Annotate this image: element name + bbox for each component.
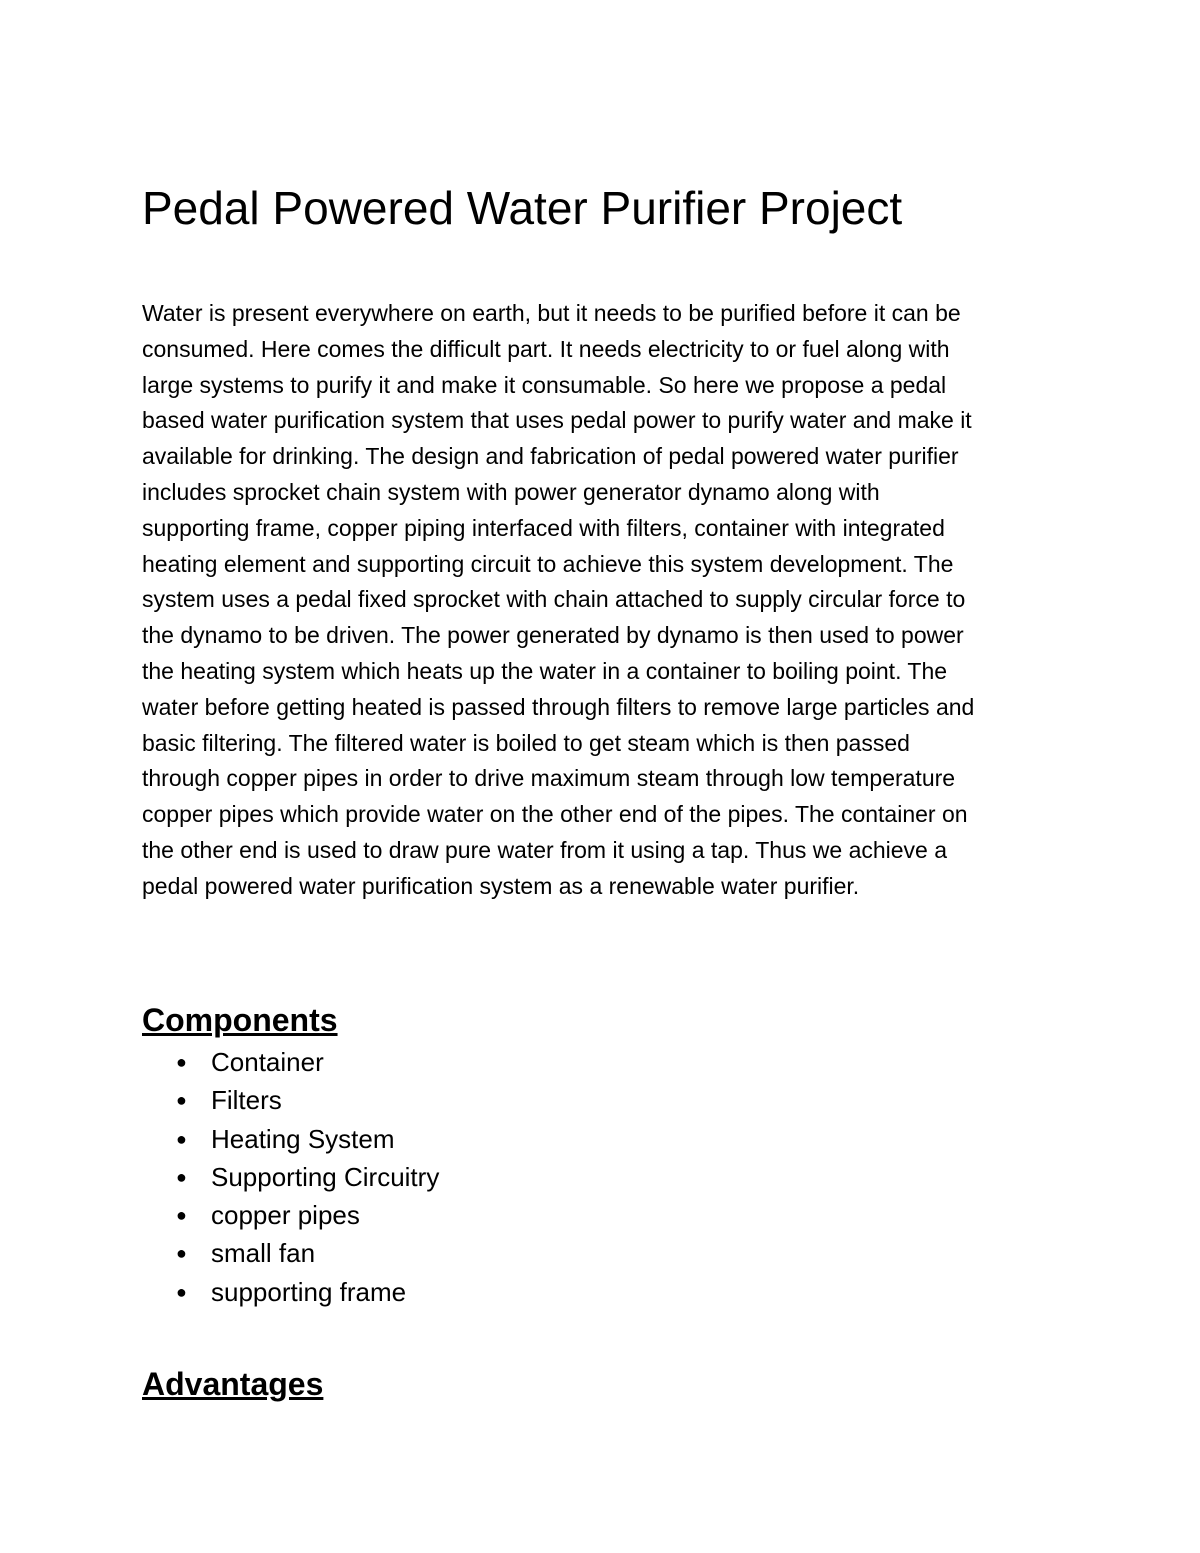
bullet-icon: ●	[176, 1128, 187, 1149]
paragraph-line: system uses a pedal fixed sprocket with chain attached to supply circular force to	[142, 586, 966, 613]
paragraph-line: the heating system which heats up the water in a container to boiling point. The	[142, 657, 948, 684]
paragraph-line: basic filtering. The filtered water is boiled to get steam which is then passed	[142, 729, 910, 756]
component-label: Supporting Circuitry	[211, 1161, 440, 1192]
paragraph-line: through copper pipes in order to drive maximum steam through low temperature	[142, 765, 956, 792]
components-list	[142, 1043, 439, 1311]
paragraph-line: the other end is used to draw pure water from it using a tap. Thus we achieve a	[142, 836, 948, 863]
component-label: small fan	[211, 1238, 316, 1269]
bullet-icon: ●	[176, 1205, 187, 1226]
paragraph-line: includes sprocket chain system with power generator dynamo along with	[142, 478, 880, 505]
component-label: Filters	[211, 1085, 282, 1116]
paragraph-line: the dynamo to be driven. The power generated by dynamo is then used to power	[142, 622, 964, 649]
component-label: Heating System	[211, 1123, 395, 1154]
paragraph-line: copper pipes which provide water on the other end of the pipes. The container on	[142, 801, 968, 828]
bullet-icon: ●	[176, 1243, 187, 1264]
paragraph-line: based water purification system that uses pedal power to purify water and make it	[142, 407, 972, 434]
paragraph-line: pedal powered water purification system as a renewable water purifier.	[142, 872, 860, 899]
list-item	[142, 1196, 439, 1234]
paragraph-line: consumed. Here comes the difficult part. It needs electricity to or fuel along with	[142, 335, 950, 362]
page-title: Pedal Powered Water Purifier Project	[142, 182, 903, 234]
bullet-icon: ●	[176, 1166, 187, 1187]
paragraph-line: water before getting heated is passed through filters to remove large particles and	[142, 693, 975, 720]
intro-paragraph	[142, 296, 974, 905]
list-item	[142, 1273, 439, 1311]
bullet-icon: ●	[176, 1281, 187, 1302]
component-label: Container	[211, 1047, 324, 1077]
paragraph-line: heating element and supporting circuit to achieve this system development. The	[142, 550, 954, 577]
paragraph-line: Water is present everywhere on earth, but it needs to be purified before it can be	[142, 300, 961, 326]
list-item	[142, 1234, 439, 1272]
list-item	[142, 1158, 439, 1196]
list-item	[142, 1120, 439, 1158]
component-label: copper pipes	[211, 1200, 360, 1231]
list-item	[142, 1081, 439, 1119]
advantages-heading: Advantages	[142, 1366, 324, 1402]
components-heading: Components	[142, 1002, 338, 1038]
paragraph-line: large systems to purify it and make it consumable. So here we propose a pedal	[142, 371, 947, 398]
list-item	[142, 1043, 439, 1081]
bullet-icon: ●	[176, 1090, 187, 1111]
bullet-icon: ●	[176, 1052, 187, 1072]
paragraph-line: available for drinking. The design and fabrication of pedal powered water purifier	[142, 443, 959, 470]
component-label: supporting frame	[211, 1276, 407, 1307]
paragraph-line: supporting frame, copper piping interfaced with filters, container with integrated	[142, 514, 945, 541]
